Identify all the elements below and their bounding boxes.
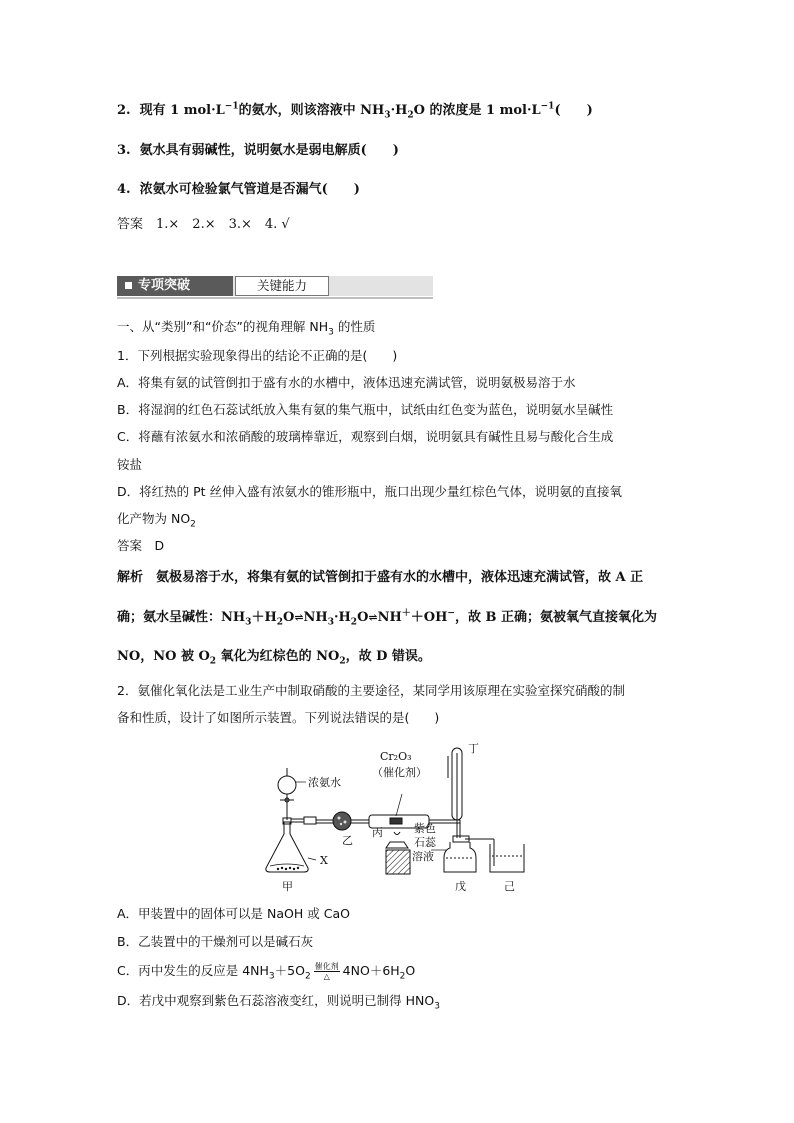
bottle-wu — [444, 836, 494, 872]
beaker-ji — [490, 844, 524, 872]
banner-dark-label: 专项突破 — [117, 276, 233, 296]
q2-stem-line2: 备和性质，设计了如图所示装置。下列说法错误的是( ) — [117, 710, 440, 725]
label-x: X — [320, 854, 328, 867]
label-litmus-1: 紫色 — [414, 822, 436, 835]
q2-option-a: A．甲装置中的固体可以是 NaOH 或 CaO — [117, 906, 350, 921]
square-icon — [125, 282, 132, 289]
reaction-condition: $\frac{\text{催化剂}}{\triangle}$ — [314, 962, 339, 981]
q2-option-b: B．乙装置中的干燥剂可以是碱石灰 — [117, 934, 314, 949]
label-ji: 己 — [504, 880, 515, 893]
alcohol-lamp — [386, 832, 410, 874]
equilibrium-arrow-icon: ⇌ — [294, 611, 304, 624]
dropping-funnel — [278, 768, 296, 820]
judgement-q2: 2. 现有 1 $mol\cdot L^{-1}$的氨水，则该溶液中 $NH_3\cdot H_2O$ 的浓度是 1 $mol\cdot L^{-1}$( ) — [117, 101, 593, 121]
q1-option-d-line1: D．将红热的 Pt 丝伸入盛有浓氨水的锥形瓶中，瓶口出现少量红棕色气体，说明氨的直接氧 — [117, 484, 623, 499]
label-wu: 戊 — [455, 880, 466, 893]
q1-option-c-line2: 铵盐 — [117, 457, 143, 472]
analysis-line2: 确；氨水呈碱性：$NH_3+H_2O\rightleftharpoons NH_3\cdot H_2O\rightleftharpoons NH^++OH^-$，故 B 正确；氨被氧气直接氧化为 — [117, 608, 657, 628]
judgement-q3: 3. 氨水具有弱碱性，说明氨水是弱电解质( ) — [117, 143, 399, 158]
conical-flask — [266, 818, 308, 872]
q1-option-a: A．将集有氨的试管倒扣于盛有水的水槽中，液体迅速充满试管，说明氨极易溶于水 — [117, 375, 576, 390]
equilibrium-arrow-icon: ⇌ — [368, 611, 378, 624]
label-conc-ammonia: 浓氨水 — [308, 776, 341, 789]
analysis-line1: 解析 氨极易溶于水，将集有氨的试管倒扣于盛有水的水槽中，液体迅速充满试管，故 A 正 — [117, 570, 644, 585]
judgement-answer: 答案 1.× 2.× 3.× 4. √ — [117, 217, 290, 232]
label-catalyst-formula: Cr₂O₃ — [380, 750, 412, 763]
connecting-tube — [291, 817, 334, 824]
label-litmus-2: 石蕊 — [414, 836, 436, 849]
judgement-q4: 4. 浓氨水可检验氯气管道是否漏气( ) — [117, 182, 360, 197]
tube-ding — [448, 748, 462, 838]
banner-light-label: 关键能力 — [235, 276, 329, 296]
drying-tube — [333, 812, 369, 830]
q2-option-c: C．丙中发生的反应是 $4NH_3+5O_2$ $\frac{\text{催化剂}}{\triangle}$ $4NO+6H_2O$ — [117, 962, 416, 982]
banner-underline — [117, 297, 433, 299]
q1-stem: 1．下列根据实验现象得出的结论不正确的是( ) — [117, 348, 398, 363]
label-jia: 甲 — [282, 880, 293, 893]
label-ding: 丁 — [468, 742, 479, 755]
q1-option-d-line2: 化产物为 $NO_2$ — [117, 511, 196, 530]
q1-answer: 答案 D — [117, 538, 165, 553]
label-yi: 乙 — [342, 834, 353, 847]
solid-x-particles — [277, 867, 299, 870]
q1-option-b: B．将湿润的红色石蕊试纸放入集有氨的集气瓶中，试纸由红色变为蓝色，说明氨水呈碱性 — [117, 402, 614, 417]
q2-option-d: D．若戊中观察到紫色石蕊溶液变红，则说明已制得 $HNO_3$ — [117, 993, 440, 1012]
label-litmus-3: 溶液 — [412, 850, 434, 863]
apparatus-diagram — [262, 738, 542, 896]
section-title: 一、从“类别”和“价态”的视角理解 $NH_3$ 的性质 — [117, 319, 376, 338]
section-banner — [117, 276, 433, 300]
q1-option-c-line1: C．将蘸有浓氨水和浓硝酸的玻璃棒靠近，观察到白烟，说明氨具有碱性且易与酸化合生成 — [117, 429, 614, 444]
q2-stem-line1: 2．氨催化氧化法是工业生产中制取硝酸的主要途径，某同学用该原理在实验室探究硝酸的制 — [117, 683, 625, 698]
label-bing: 丙 — [372, 826, 383, 839]
analysis-line3: NO，NO 被 $O_2$ 氧化为红棕色的 $NO_2$，故 D 错误。 — [117, 649, 431, 667]
label-catalyst-note: （催化剂） — [372, 766, 427, 779]
